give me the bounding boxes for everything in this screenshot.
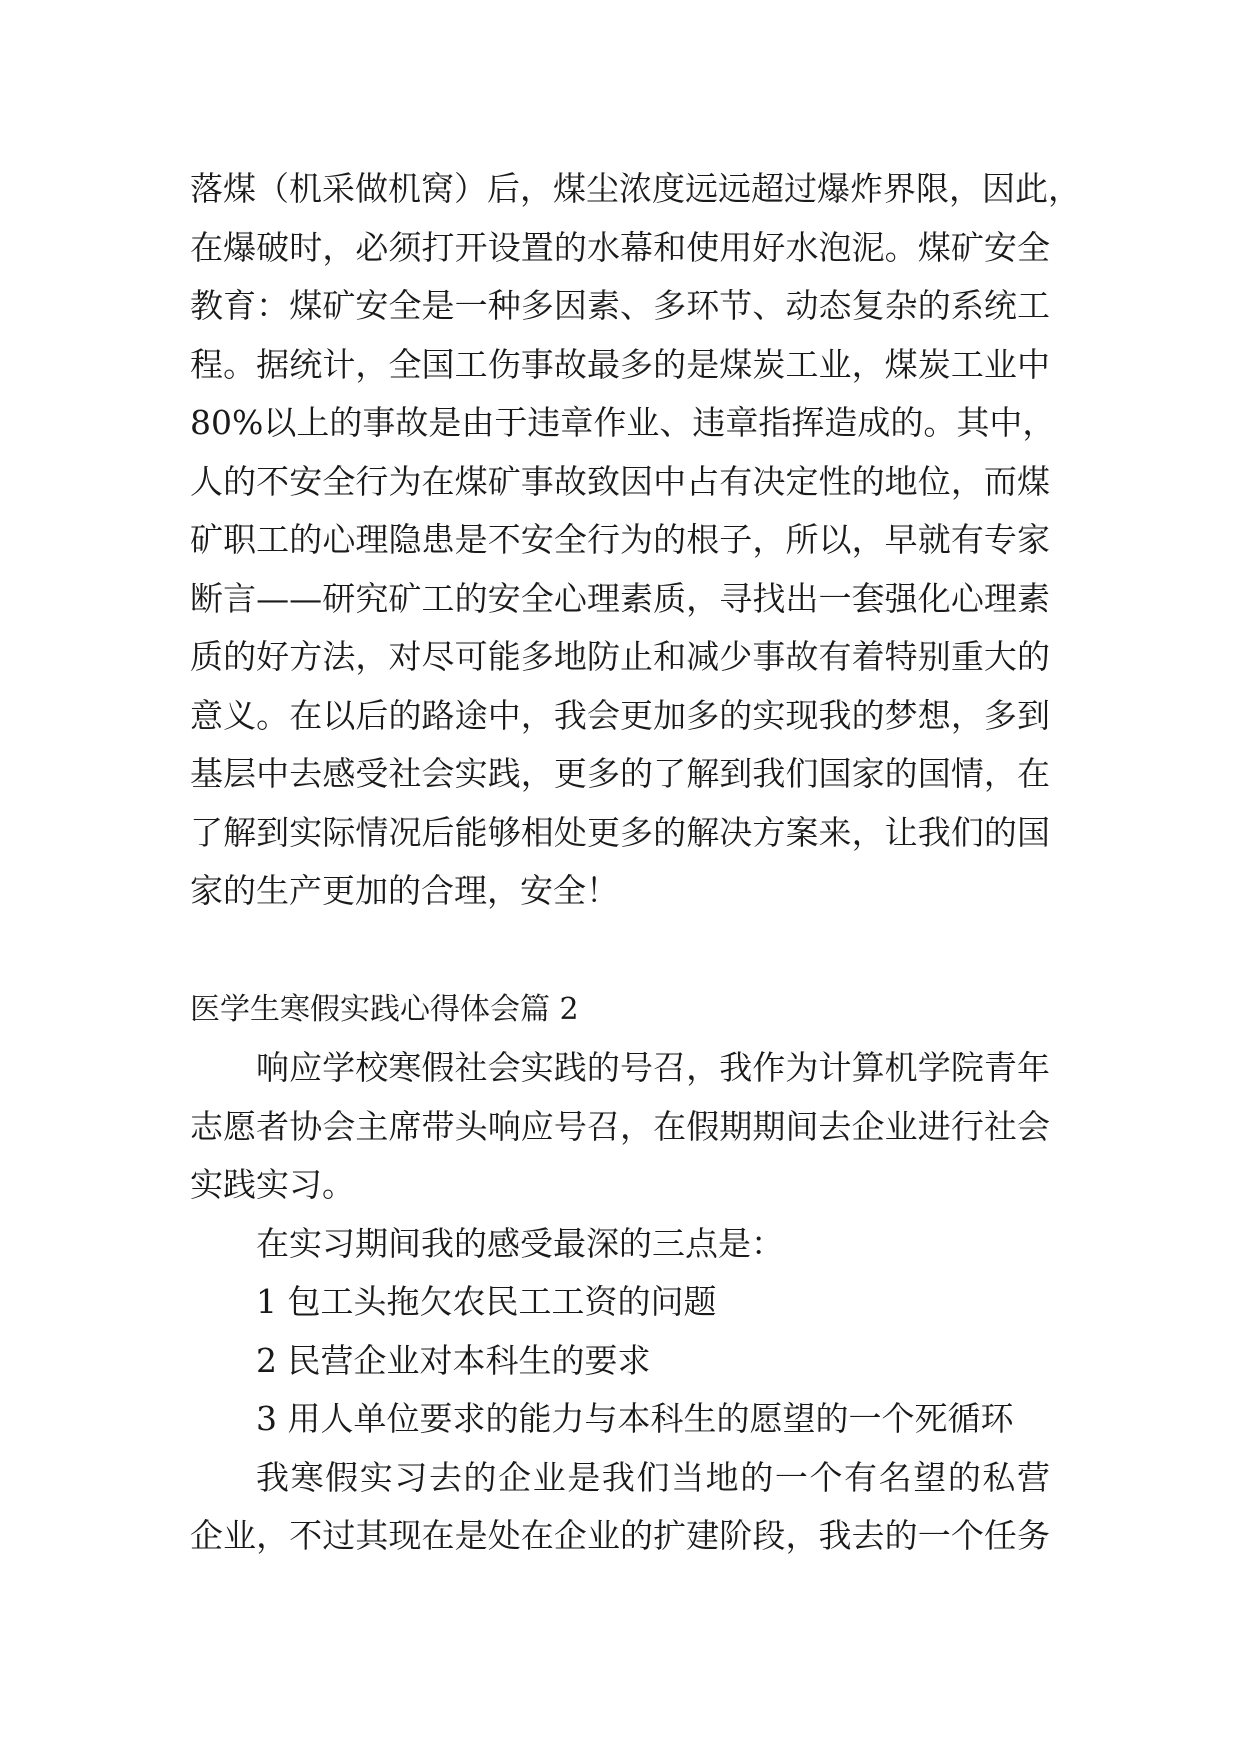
text-line: 教育：煤矿安全是一种多因素、多环节、动态复杂的系统工 <box>190 286 1050 325</box>
text-line: 意义。在以后的路途中，我会更加多的实现我的梦想，多到 <box>190 695 1050 735</box>
paragraph-coal-safety <box>190 160 1081 921</box>
text-line: 质的好方法，对尽可能多地防止和减少事故有着特别重大的 <box>190 637 1050 676</box>
text-line: 在爆破时，必须打开设置的水幕和使用好水泡泥。煤矿安全 <box>190 227 1050 267</box>
text-line: 程。据统计，全国工伤事故最多的是煤炭工业，煤炭工业中 <box>190 344 1050 384</box>
text-line: 家的生产更加的合理，安全！ <box>190 871 619 910</box>
text-line: 80%以上的事故是由于违章作业、违章指挥造成的。其中， <box>190 403 1056 442</box>
text-line: 响应学校寒假社会实践的号召，我作为计算机学院青年 <box>256 1048 1050 1087</box>
list-item: 3 用人单位要求的能力与本科生的愿望的一个死循环 <box>256 1399 1014 1438</box>
text-line: 我寒假实习去的企业是我们当地的一个有名望的私营 <box>256 1457 1050 1497</box>
document-body <box>190 160 1081 1566</box>
text-line: 基层中去感受社会实践，更多的了解到我们国家的国情，在 <box>190 754 1050 793</box>
list-item: 1 包工头拖欠农民工工资的问题 <box>256 1282 717 1321</box>
text-line: 人的不安全行为在煤矿事故致因中占有决定性的地位，而煤 <box>190 461 1050 501</box>
text-line: 志愿者协会主席带头响应号召，在假期期间去企业进行社会 <box>190 1106 1050 1146</box>
points-list <box>190 1273 1050 1449</box>
text-line: 实践实习。 <box>190 1165 355 1204</box>
list-item: 2 民营企业对本科生的要求 <box>256 1340 651 1380</box>
section-title: 医学生寒假实践心得体会篇 2 <box>190 991 579 1027</box>
intro-line: 在实习期间我的感受最深的三点是： <box>256 1223 784 1263</box>
text-line: 落煤（机采做机窝）后，煤尘浓度远远超过爆炸界限，因此， <box>190 169 1081 208</box>
text-line: 断言——研究矿工的安全心理素质，寻找出一套强化心理素 <box>190 578 1050 618</box>
text-line: 企业，不过其现在是处在企业的扩建阶段，我去的一个任务 <box>190 1516 1050 1555</box>
text-line: 了解到实际情况后能够相处更多的解决方案来，让我们的国 <box>190 812 1050 852</box>
text-line: 矿职工的心理隐患是不安全行为的根子，所以，早就有专家 <box>190 520 1050 559</box>
paragraph-social-practice <box>190 1039 1050 1215</box>
paragraph-internship <box>190 1449 1050 1566</box>
